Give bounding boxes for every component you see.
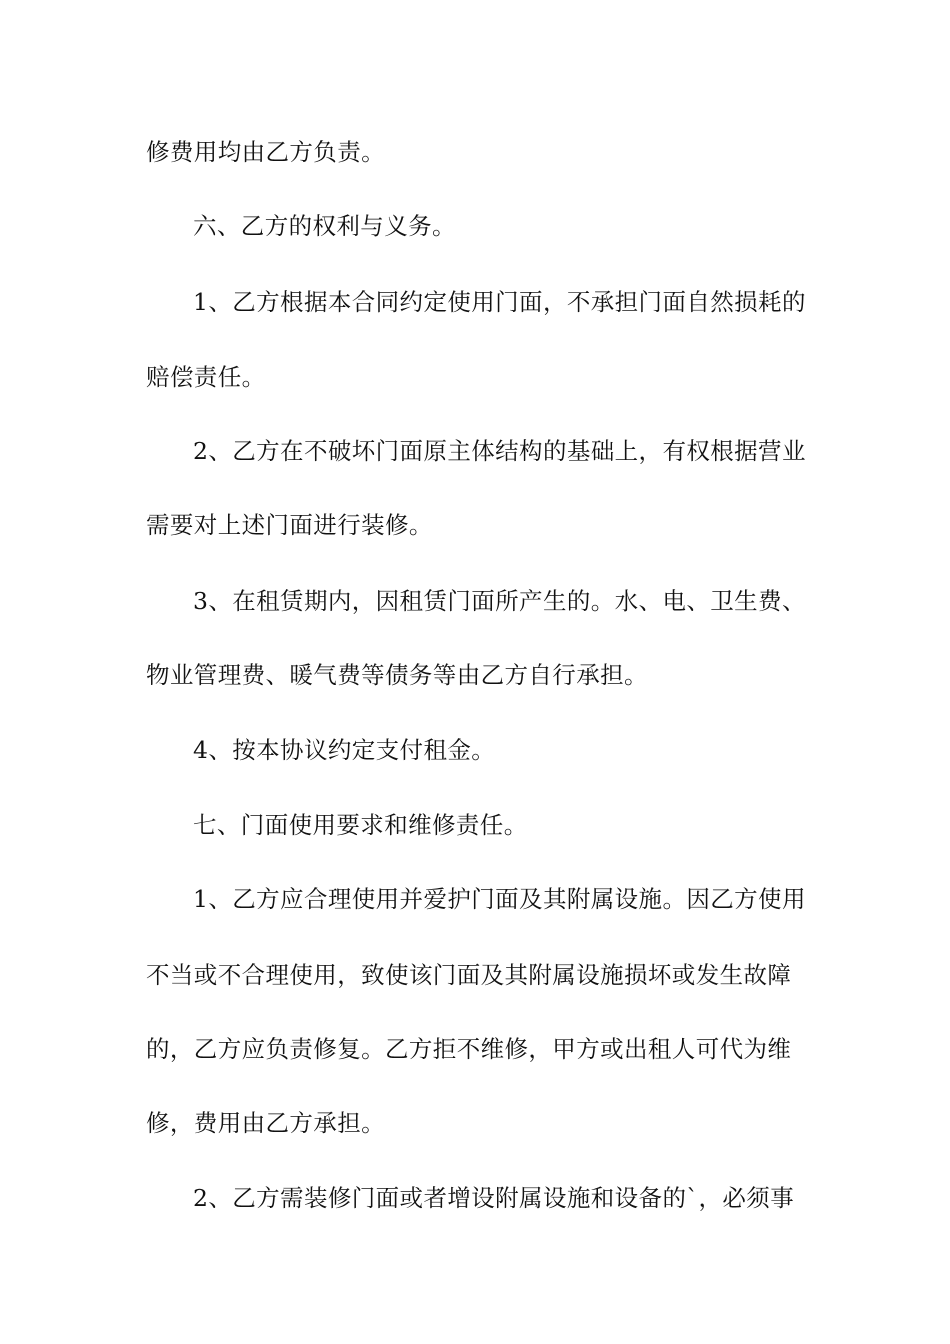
text-line: 2、乙方需装修门面或者增设附属设施和设备的`，必须事 xyxy=(193,1184,795,1212)
text-line: 的，乙方应负责修复。乙方拒不维修，甲方或出租人可代为维 xyxy=(146,1035,792,1063)
text-line: 赔偿责任。 xyxy=(146,363,266,391)
text-line: 3、在租赁期内，因租赁门面所产生的。水、电、卫生费、 xyxy=(193,587,806,615)
text-line: 1、乙方根据本合同约定使用门面，不承担门面自然损耗的 xyxy=(193,288,806,316)
text-line: 需要对上述门面进行装修。 xyxy=(146,511,433,539)
text-line: 2、乙方在不破坏门面原主体结构的基础上，有权根据营业 xyxy=(193,437,806,465)
text-line: 不当或不合理使用，致使该门面及其附属设施损坏或发生故障 xyxy=(146,961,792,989)
text-line: 1、乙方应合理使用并爱护门面及其附属设施。因乙方使用 xyxy=(193,885,806,913)
text-line: 4、按本协议约定支付租金。 xyxy=(193,736,496,764)
text-line: 修费用均由乙方负责。 xyxy=(146,138,385,166)
section-heading: 六、乙方的权利与义务。 xyxy=(193,212,456,240)
text-line: 物业管理费、暖气费等债务等由乙方自行承担。 xyxy=(146,661,648,689)
text-line: 修，费用由乙方承担。 xyxy=(146,1109,385,1137)
section-heading: 七、门面使用要求和维修责任。 xyxy=(193,811,528,839)
